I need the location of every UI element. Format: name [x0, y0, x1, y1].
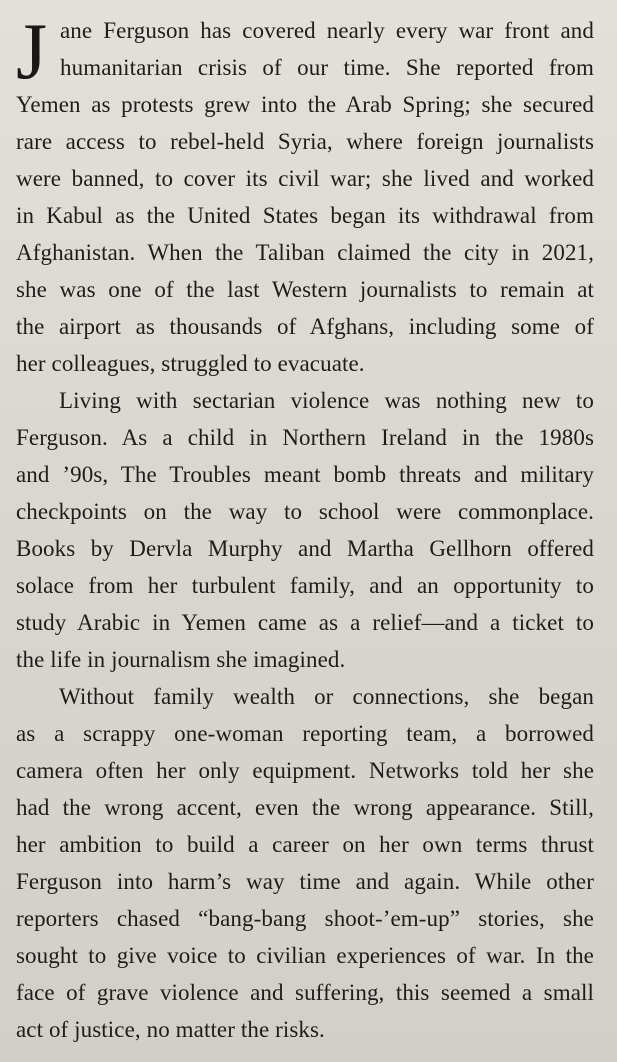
text-line: rare access to rebel-held Syria, where foreign journalists [16, 129, 594, 154]
text-line: Ferguson. As a child in Northern Ireland in the 1980s [16, 425, 594, 450]
text-line: in Kabul as the United States began its withdrawal from [16, 203, 594, 228]
paragraph-3 [16, 678, 594, 1048]
text-line: the airport as thousands of Afghans, including some of [16, 314, 594, 339]
text-line: ane Ferguson has covered nearly every war front and [60, 18, 594, 43]
text-line: were banned, to cover its civil war; she lived and worked [16, 166, 594, 191]
text-line: Living with sectarian violence was nothing new to [59, 388, 594, 413]
text-line: the life in journalism she imagined. [16, 647, 346, 672]
text-line: checkpoints on the way to school were commonplace. [16, 499, 594, 524]
text-line: Afghanistan. When the Taliban claimed the city in 2021, [16, 240, 594, 265]
text-line: humanitarian crisis of our time. She reported from [60, 55, 594, 80]
text-line: study Arabic in Yemen came as a relief—and a ticket to [16, 610, 594, 635]
paragraph-1 [16, 8, 594, 382]
text-line: face of grave violence and suffering, this seemed a small [16, 980, 594, 1005]
text-line: her colleagues, struggled to evacuate. [16, 351, 365, 376]
book-page-text [16, 8, 594, 1048]
paragraph-2 [16, 382, 594, 678]
text-line: as a scrappy one-woman reporting team, a borrowed [16, 721, 594, 746]
text-line: Yemen as protests grew into the Arab Spring; she secured [16, 92, 594, 117]
text-line: had the wrong accent, even the wrong appearance. Still, [16, 795, 594, 820]
text-line: solace from her turbulent family, and an opportunity to [16, 573, 594, 598]
text-line: Ferguson into harm’s way time and again. While other [16, 869, 594, 894]
text-line: reporters chased “bang-bang shoot-’em-up” stories, she [16, 906, 594, 931]
drop-cap: J [16, 8, 48, 96]
text-line: her ambition to build a career on her own terms thrust [16, 832, 594, 857]
text-line: Without family wealth or connections, she began [59, 684, 594, 709]
text-line: act of justice, no matter the risks. [16, 1017, 325, 1042]
text-line: Books by Dervla Murphy and Martha Gellhorn offered [16, 536, 594, 561]
text-line: she was one of the last Western journalists to remain at [16, 277, 594, 302]
text-line: and ’90s, The Troubles meant bomb threats and military [16, 462, 594, 487]
text-line: camera often her only equipment. Networks told her she [16, 758, 594, 783]
text-line: sought to give voice to civilian experiences of war. In the [16, 943, 594, 968]
